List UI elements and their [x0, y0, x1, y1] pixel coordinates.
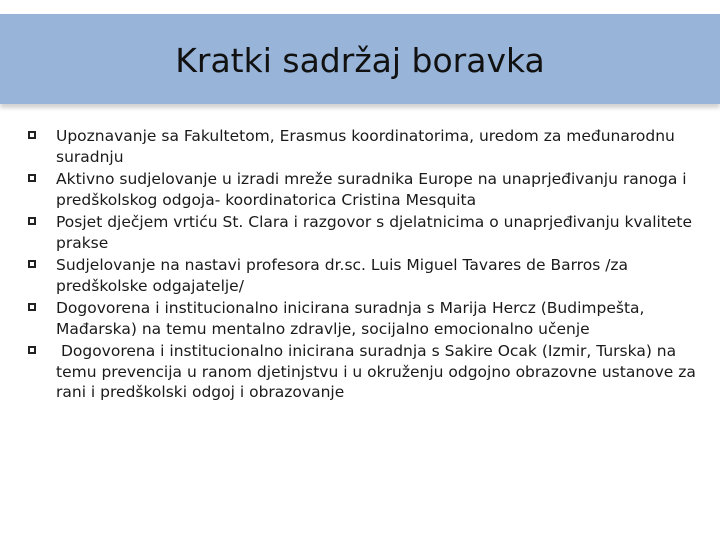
- list-item: [28, 255, 700, 296]
- square-bullet-icon: [28, 303, 37, 312]
- list-item: [28, 169, 700, 210]
- square-bullet-icon: [28, 174, 37, 183]
- slide-title: Kratki sadržaj boravka: [175, 41, 545, 80]
- bullet-text: Sudjelovanje na nastavi profesora dr.sc. Luis Miguel Tavares de Barros /za predškolske odgajatelje/: [56, 256, 629, 295]
- list-item: [28, 126, 700, 167]
- bullet-text: Upoznavanje sa Fakultetom, Erasmus koordinatorima, uredom za međunarodnu suradnju: [56, 127, 675, 166]
- bullet-text: Dogovorena i institucionalno inicirana suradnja s Marija Hercz (Budimpešta, Mađarska) na temu mentalno zdravlje, socijalno emocionalno učenje: [56, 299, 645, 338]
- list-item: [28, 298, 700, 339]
- square-bullet-icon: [28, 217, 37, 226]
- square-bullet-icon: [28, 260, 37, 269]
- list-item: [28, 212, 700, 253]
- list-item: [28, 341, 700, 403]
- bullet-list: [28, 126, 700, 405]
- bullet-text: Posjet dječjem vrtiću St. Clara i razgovor s djelatnicima o unaprjeđivanju kvalitete prakse: [56, 213, 693, 252]
- title-bar: [0, 14, 720, 104]
- square-bullet-icon: [28, 131, 37, 140]
- square-bullet-icon: [28, 346, 37, 355]
- bullet-text: Aktivno sudjelovanje u izradi mreže suradnika Europe na unaprjeđivanju ranoga i predškolskog odgoja- koordinatorica Cristina Mesquita: [56, 170, 687, 209]
- bullet-text: Dogovorena i institucionalno inicirana suradnja s Sakire Ocak (Izmir, Turska) na temu prevencija u ranom djetinjstvu i u okruženju odgojno obrazovne ustanove za rani i predškolski odgoj i obrazovanje: [56, 342, 701, 401]
